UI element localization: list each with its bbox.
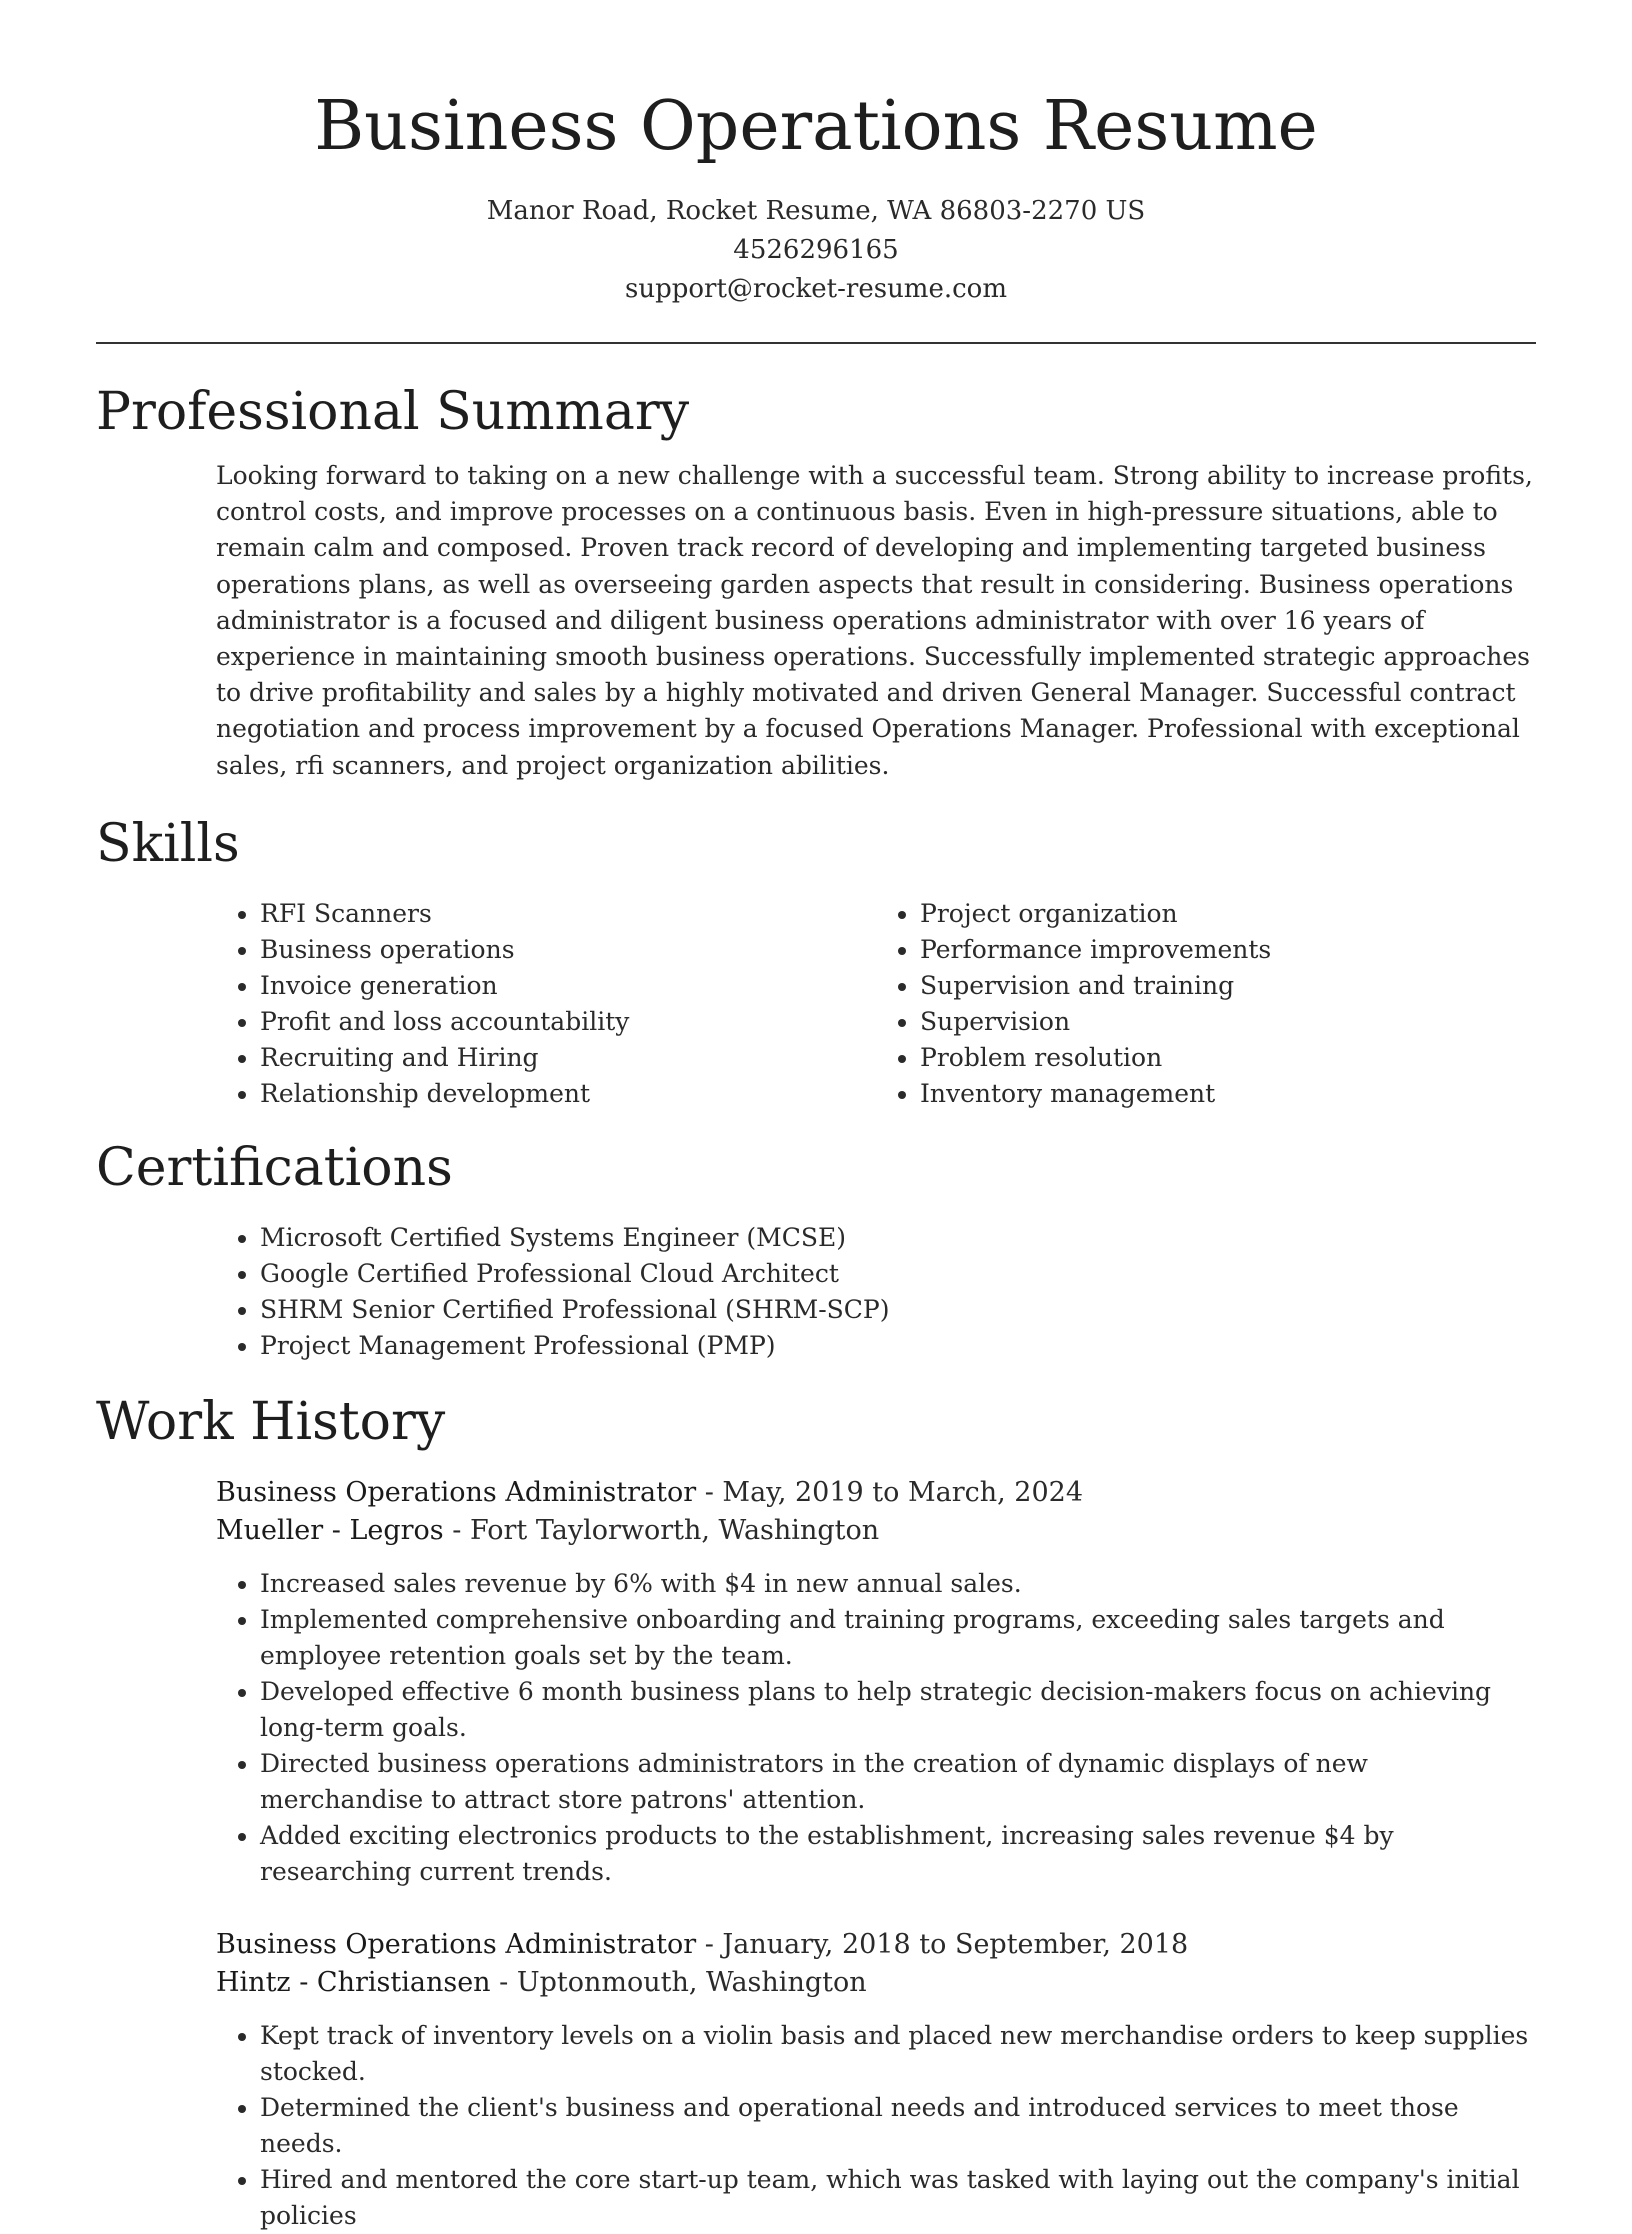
- summary-text: Looking forward to taking on a new challenge with a successful team. Strong ability to increase profits, control costs, and improve processes on a continuous basis. Even in high-pressure situations, able to remain calm and composed. Proven track record of developing and implementing targeted business operations plans, as well as overseeing garden aspects that result in considering. Business operations administrator is a focused and diligent business operations administrator with over 16 years of experience in maintaining smooth business operations. Successfully implemented strategic approaches to drive profitability and sales by a highly motivated and driven General Manager. Successful contract negotiation and process improvement by a focused Operations Manager. Professional with exceptional sales, rfi scanners, and project organization abilities.: [216, 461, 1533, 780]
- job-title-line: [216, 1474, 1536, 1512]
- job-entry: [216, 1926, 1536, 2234]
- job-bullets: [216, 1566, 1536, 1890]
- job-company: Hintz - Christiansen: [216, 1966, 491, 1998]
- resume-title: Business Operations Resume: [314, 87, 1318, 166]
- job-bullet: • Kept track of inventory levels on a violin basis and placed new merchandise orders to keep supplies stocked.: [260, 2018, 1536, 2090]
- header-divider: [96, 342, 1536, 344]
- certification-item: • Microsoft Certified Systems Engineer (MCSE): [260, 1220, 1536, 1256]
- job-role: Business Operations Administrator: [216, 1476, 697, 1508]
- contact-email: support@rocket-resume.com: [624, 274, 1007, 304]
- section-title-summary: Professional Summary: [96, 382, 690, 442]
- job-location: Fort Taylorworth, Washington: [469, 1514, 880, 1546]
- skill-item: • Project organization: [920, 896, 1536, 932]
- skill-item: • Supervision: [920, 1004, 1536, 1040]
- certification-item: • Google Certified Professional Cloud Architect: [260, 1256, 1536, 1292]
- certifications-list: [216, 1220, 1536, 1364]
- job-dates: January, 2018 to September, 2018: [722, 1928, 1189, 1960]
- job-bullet: • Developed effective 6 month business plans to help strategic decision-makers focus on achieving long-term goals.: [260, 1674, 1536, 1746]
- separator: -: [443, 1514, 470, 1546]
- contact-address: Manor Road, Rocket Resume, WA 86803-2270 US: [486, 196, 1146, 226]
- skill-item: • Relationship development: [260, 1076, 876, 1112]
- job-dates: May, 2019 to March, 2024: [722, 1476, 1084, 1508]
- skill-item: • Problem resolution: [920, 1040, 1536, 1076]
- separator: -: [696, 1476, 723, 1508]
- section-title-skills: Skills: [96, 813, 240, 874]
- job-bullets: [216, 2018, 1536, 2234]
- certification-item: • Project Management Professional (PMP): [260, 1328, 1536, 1364]
- job-bullet: • Added exciting electronics products to the establishment, increasing sales revenue $4 by researching current trends.: [260, 1818, 1536, 1890]
- skills-left-list: [216, 896, 876, 1112]
- resume-header: [0, 0, 1632, 309]
- job-title-line: [216, 1926, 1536, 1964]
- skill-item: • Invoice generation: [260, 968, 876, 1004]
- job-company-line: [216, 1512, 1536, 1550]
- skill-item: • Supervision and training: [920, 968, 1536, 1004]
- separator: -: [490, 1966, 517, 1998]
- section-title-work-history: Work History: [96, 1391, 446, 1452]
- job-bullet: • Implemented comprehensive onboarding and training programs, exceeding sales targets and employee retention goals set by the team.: [260, 1602, 1536, 1674]
- job-company-line: [216, 1964, 1536, 2002]
- skill-item: • Profit and loss accountability: [260, 1004, 876, 1040]
- job-role: Business Operations Administrator: [216, 1928, 697, 1960]
- section-title-certifications: Certifications: [96, 1137, 453, 1198]
- skills-columns: [216, 896, 1536, 1112]
- job-company: Mueller - Legros: [216, 1514, 444, 1546]
- skill-item: • Business operations: [260, 932, 876, 968]
- job-location: Uptonmouth, Washington: [516, 1966, 867, 1998]
- job-bullet: • Determined the client's business and operational needs and introduced services to meet those needs.: [260, 2090, 1536, 2162]
- job-entry: [216, 1474, 1536, 1890]
- job-bullet: • Directed business operations administrators in the creation of dynamic displays of new merchandise to attract store patrons' attention.: [260, 1746, 1536, 1818]
- job-bullet: • Hired and mentored the core start-up team, which was tasked with laying out the company's initial policies: [260, 2162, 1536, 2234]
- certification-item: • SHRM Senior Certified Professional (SHRM-SCP): [260, 1292, 1536, 1328]
- job-bullet: • Increased sales revenue by 6% with $4 in new annual sales.: [260, 1566, 1536, 1602]
- skill-item: • RFI Scanners: [260, 896, 876, 932]
- contact-phone: 4526296165: [733, 235, 899, 265]
- separator: -: [696, 1928, 723, 1960]
- skills-right-list: [876, 896, 1536, 1112]
- skill-item: • Recruiting and Hiring: [260, 1040, 876, 1076]
- skill-item: • Performance improvements: [920, 932, 1536, 968]
- skill-item: • Inventory management: [920, 1076, 1536, 1112]
- contact-block: [0, 192, 1632, 309]
